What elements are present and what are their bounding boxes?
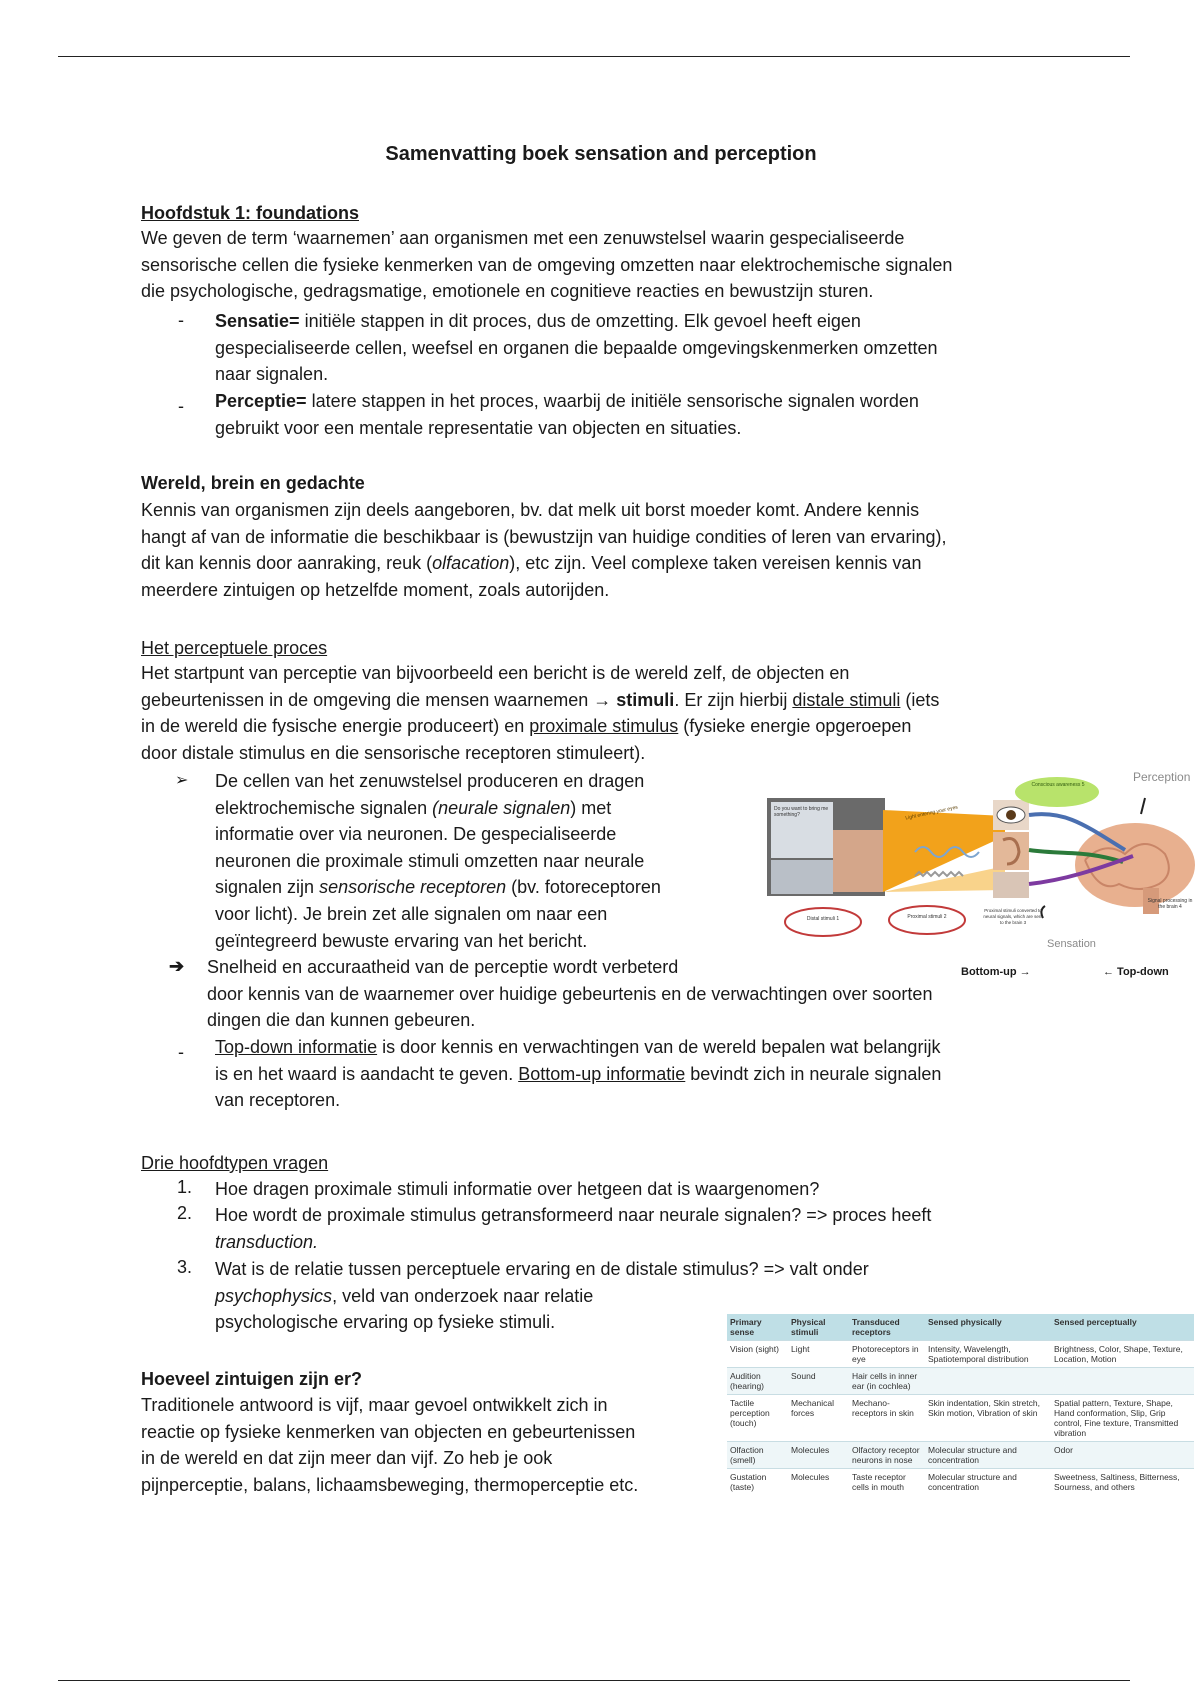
text-line: Het startpunt van perceptie van bijvoorbeeld een bericht is de wereld zelf, de objecten en — [141, 663, 850, 683]
table-cell: Spatial pattern, Texture, Shape, Hand conformation, Slip, Grip control, Fine texture, Transmitted vibration — [1051, 1395, 1194, 1442]
heading-hoeveel-zintuigen: Hoeveel zintuigen zijn er? — [141, 1369, 363, 1389]
fig-label-proximal: Proximal stimuli 2 — [907, 914, 947, 920]
dash-bullet: - — [178, 310, 184, 330]
table-cell: Molecular structure and concentration — [925, 1442, 1051, 1469]
table-row — [727, 1395, 1194, 1442]
table-cell: Olfaction (smell) — [727, 1442, 788, 1469]
table-cell: Gustation (taste) — [727, 1469, 788, 1496]
text: (neurale signalen — [432, 797, 571, 818]
text-line — [215, 1283, 1015, 1310]
text-line: van receptoren. — [215, 1090, 341, 1111]
text-line: informatie over via neuronen. De gespecialiseerde — [215, 824, 617, 845]
list-number: 1. — [177, 1177, 193, 1197]
text: in de wereld die fysische energie produceert) en — [141, 716, 530, 737]
fig-label-processing: Signal processing in the brain 4 — [1147, 898, 1193, 910]
text: (fysieke energie opgeroepen — [678, 716, 912, 737]
table-cell: Olfactory receptor neurons in nose — [849, 1442, 925, 1469]
bold-arrow-icon: ➔ — [169, 956, 185, 976]
table-cell — [925, 1368, 1051, 1395]
table-row — [727, 1368, 1194, 1395]
table-cell: Odor — [1051, 1442, 1194, 1469]
table-header: Sensed physically — [925, 1314, 1051, 1341]
text-line: voor licht). Je brein zet alle signalen om naar een — [215, 903, 608, 924]
term-distale-stimuli: distale stimuli — [792, 689, 901, 710]
text-line: hangt af van de informatie die beschikbaar is (bewustzijn van huidige condities of leren van ervaring), — [141, 526, 947, 547]
text-line: Kennis van organismen zijn deels aangeboren, bv. dat melk uit borst moeder komt. Andere kennis — [141, 500, 920, 520]
senses-table-figure — [727, 1314, 1194, 1495]
paragraph-wereld — [141, 497, 1061, 603]
fig-label-top-down: ← Top-down — [1103, 966, 1169, 978]
table-header: Transduced receptors — [849, 1314, 925, 1341]
bullet-sensatie — [215, 308, 1055, 388]
text-line: reactie op fysieke kenmerken van objecten en gebeurtenissen — [141, 1421, 636, 1442]
table-cell: Mechano-receptors in skin — [849, 1395, 925, 1442]
arrow-icon: → — [593, 689, 612, 710]
heading-wereld: Wereld, brein en gedachte — [141, 473, 365, 493]
heading-perceptuele-proces: Het perceptuele proces — [141, 638, 328, 658]
table-cell: Hair cells in inner ear (in cochlea) — [849, 1368, 925, 1395]
table-cell: Photoreceptors in eye — [849, 1341, 925, 1368]
text: . Er zijn hierbij — [674, 689, 793, 710]
list-number: 3. — [177, 1257, 193, 1277]
text-line: sensorische cellen die fysieke kenmerken van de omgeving omzetten naar elektrochemische signalen — [141, 254, 953, 275]
top-rule — [58, 56, 1130, 57]
text-line: neuronen die proximale stimuli omzetten naar neurale — [215, 850, 645, 871]
table-header: Sensed perceptually — [1051, 1314, 1194, 1341]
table-cell: Mechanical forces — [788, 1395, 849, 1442]
text-line: We geven de term ‘waarnemen’ aan organismen met een zenuwstelsel waarin gespecialiseerde — [141, 228, 905, 248]
table-row — [727, 1442, 1194, 1469]
text-line: Snelheid en accuraatheid van de perceptie wordt verbeterd — [207, 957, 679, 977]
text: signalen zijn — [215, 877, 320, 898]
table-cell — [1051, 1368, 1194, 1395]
text-line — [215, 388, 1055, 415]
bottom-rule — [58, 1680, 1130, 1681]
table-cell: Vision (sight) — [727, 1341, 788, 1368]
text-line: gebruikt voor een mentale representatie van objecten en situaties. — [215, 417, 742, 438]
text-line: Wat is de relatie tussen perceptuele ervaring en de distale stimulus? => valt onder — [215, 1259, 869, 1279]
table-header-row — [727, 1314, 1194, 1341]
text-line — [215, 874, 735, 901]
text: latere stappen in het proces, waarbij de initiële sensorische signalen worden — [306, 391, 919, 411]
text: (iets — [900, 689, 940, 710]
heading-drie-hoofdtypen: Drie hoofdtypen vragen — [141, 1153, 329, 1173]
text: is en het waard is aandacht te geven. — [215, 1063, 519, 1084]
table-cell: Sound — [788, 1368, 849, 1395]
text: ) met — [570, 797, 612, 818]
bullet-perceptie — [215, 388, 1055, 441]
table-header: Primary sense — [727, 1314, 788, 1341]
text-line: naar signalen. — [215, 364, 329, 385]
table-cell: Light — [788, 1341, 849, 1368]
term-proximale-stimulus: proximale stimulus — [529, 716, 679, 737]
text-line: in de wereld en dat zijn meer dan vijf. Zo heb je ook — [141, 1448, 553, 1469]
heading-foundations: Hoofdstuk 1: foundations — [141, 203, 359, 223]
text-line: transduction. — [215, 1231, 319, 1252]
text-line: die psychologische, gedragsmatige, emotionele en cognitieve reacties en bewustzijn sturen. — [141, 281, 874, 302]
text: elektrochemische signalen — [215, 797, 433, 818]
table-cell: Brightness, Color, Shape, Texture, Location, Motion — [1051, 1341, 1194, 1368]
fig-label-converted: Proximal stimuli converted to neural signals, which are sent to the brain 3 — [983, 908, 1043, 925]
text-line — [141, 713, 1061, 740]
table-header: Physical stimuli — [788, 1314, 849, 1341]
text-line — [215, 1061, 1065, 1088]
text: is door kennis en verwachtingen van de wereld bepalen wat belangrijk — [377, 1037, 941, 1057]
text: ), etc zijn. Veel complexe taken vereisen kennis van — [509, 553, 922, 574]
term-top-down: Top-down informatie — [215, 1037, 378, 1057]
table-cell: Intensity, Wavelength, Spatiotemporal distribution — [925, 1341, 1051, 1368]
question-1: Hoe dragen proximale stimuli informatie over hetgeen dat is waargenomen? — [215, 1179, 820, 1199]
question-2 — [215, 1202, 1065, 1255]
text-line — [141, 550, 1061, 577]
text-line: door kennis van de waarnemer over huidige gebeurtenis en de verwachtingen over soorten — [207, 983, 933, 1004]
table-cell: Molecular structure and concentration — [925, 1469, 1051, 1496]
text-line: De cellen van het zenuwstelsel produceren en dragen — [215, 771, 645, 791]
dash-bullet: - — [178, 1042, 184, 1062]
text: gebeurtenissen in de omgeving die mensen waarnemen — [141, 689, 594, 710]
perceptual-process-figure — [765, 770, 1200, 985]
paragraph-foundations — [141, 225, 1061, 305]
bullet-top-down — [215, 1034, 1065, 1114]
text-line: gespecialiseerde cellen, weefsel en organen die bepaalde omgevingskenmerken omzetten — [215, 337, 938, 358]
table-cell: Sweetness, Saltiness, Bitterness, Sourness, and others — [1051, 1469, 1194, 1496]
paragraph-perceptuele-proces — [141, 660, 1061, 766]
table-row — [727, 1469, 1194, 1496]
table-cell: Skin indentation, Skin stretch, Skin motion, Vibration of skin — [925, 1395, 1051, 1442]
table-cell: Taste receptor cells in mouth — [849, 1469, 925, 1496]
text: (bv. fotoreceptoren — [506, 877, 661, 898]
fig-label-phone-text: Do you want to bring me something? — [774, 806, 829, 818]
arrow-bullet-icon: ➢ — [175, 772, 189, 789]
text: initiële stappen in dit proces, dus de omzetting. Elk gevoel heeft eigen — [299, 311, 861, 331]
text: olfacation — [432, 553, 510, 574]
senses-table — [727, 1314, 1194, 1495]
table-cell: Audition (hearing) — [727, 1368, 788, 1395]
table-cell: Molecules — [788, 1442, 849, 1469]
fig-label-bottom-up: Bottom-up → — [961, 966, 1031, 978]
term-bottom-up: Bottom-up informatie — [518, 1063, 686, 1084]
text-line — [215, 308, 1055, 335]
text-line — [215, 795, 735, 822]
term-sensatie: Sensatie= — [215, 311, 300, 331]
fig-label-sensation: Sensation — [1047, 938, 1096, 950]
text: , veld van onderzoek naar relatie — [332, 1285, 594, 1306]
text-line: door distale stimulus en die sensorische receptoren stimuleert). — [141, 742, 646, 763]
text-line: Hoe wordt de proximale stimulus getransformeerd naar neurale signalen? => proces heeft — [215, 1205, 932, 1225]
arrow-bullet-paragraph — [215, 768, 735, 954]
text-line: psychologische ervaring op fysieke stimuli. — [215, 1312, 556, 1333]
text: psychophysics — [215, 1285, 333, 1306]
text-line: geïntegreerd bewuste ervaring van het bericht. — [215, 930, 588, 951]
fig-label-light: Light entering your eyes — [904, 804, 959, 822]
fig-label-perception: Perception — [1133, 770, 1191, 784]
term-perceptie: Perceptie= — [215, 391, 307, 411]
list-number: 2. — [177, 1203, 193, 1223]
text-line — [215, 1034, 1065, 1061]
fig-label-cloud: Conscious awareness 5 — [1031, 782, 1085, 788]
text: dit kan kennis door aanraking, reuk ( — [141, 553, 433, 574]
table-cell: Molecules — [788, 1469, 849, 1496]
text-line — [141, 687, 1061, 714]
text-line: dingen die dan kunnen gebeuren. — [207, 1010, 476, 1031]
term-stimuli: stimuli — [611, 689, 675, 710]
text-line: meerdere zintuigen op hetzelfde moment, zoals autorijden. — [141, 579, 610, 600]
table-cell: Tactile perception (touch) — [727, 1395, 788, 1442]
perceptual-process-illustration — [765, 770, 1200, 985]
table-row — [727, 1341, 1194, 1368]
document-title: Samenvatting boek sensation and perception — [385, 143, 817, 165]
fig-label-distal: Distal stimuli 1 — [806, 916, 840, 922]
paragraph-zintuigen — [141, 1392, 701, 1498]
dash-bullet: - — [178, 396, 184, 416]
text-line: pijnperceptie, balans, lichaamsbeweging, thermoperceptie etc. — [141, 1474, 639, 1495]
text-line: Traditionele antwoord is vijf, maar gevoel ontwikkelt zich in — [141, 1395, 608, 1415]
text: sensorische receptoren — [319, 877, 507, 898]
text: bevindt zich in neurale signalen — [685, 1063, 942, 1084]
